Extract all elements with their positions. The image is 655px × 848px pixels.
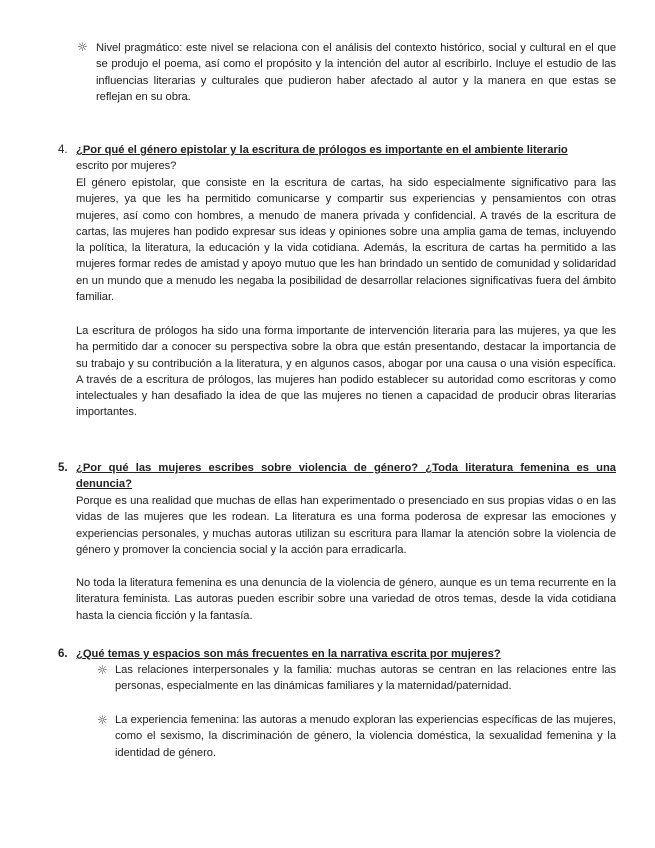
question-4-answer-epistolar: El género epistolar, que consiste en la escritura de cartas, ha sido especialmente significativo para las mujeres, ya que les ha permitido comunicarse y compartir sus experiencias y pensamientos con otras mujeres, así como con hombres, a menudo de manera privada y confidencial. A través de la escritura de cartas, las mujeres han podido expresar sus ideas y opiniones sobre una amplia gama de temas, incluyendo la política, la literatura, la educación y la vida cotidiana. Además, la escritura de cartas ha permitido a las mujeres formar redes de amistad y apoyo mutuo que les han brindado un sentido de comunidad y solidaridad en un mundo que a menudo les negaba la posibilidad de desarrollar relaciones significativas fuera del ámbito familiar. <box>76 177 616 304</box>
question-5-number: 5. <box>58 462 68 474</box>
sun-bullet-icon: ☼ <box>97 713 108 727</box>
sun-bullet-icon: ☼ <box>97 663 108 677</box>
question-5-answer-not-all: No toda la literatura femenina es una denuncia de la violencia de género, aunque es un tema recurrente en la literatura feminista. Las autoras pueden escribir sobre una variedad de otros temas, desde la vida cotidiana hasta la ciencia ficción y la fantasía. <box>76 577 616 622</box>
question-4-number: 4. <box>58 144 68 156</box>
question-4-title-cont: escrito por mujeres? <box>76 160 177 172</box>
question-6-number: 6. <box>58 648 68 660</box>
pragmatic-level-text: Nivel pragmático: este nivel se relaciona con el análisis del contexto histórico, social y cultural en el que se produjo el poema, así como el propósito y la intención del autor al escribirlo. Incluye el estudio de las influencias literarias y culturales que pudieron haber afectado al autor y la manera en que estas se reflejan en su obra. <box>96 42 616 103</box>
list-item-experiencia: La experiencia femenina: las autoras a menudo exploran las experiencias específicas de las mujeres, como el sexismo, la discriminación de género, la violencia doméstica, la sexualidad femenina y la identidad de género. <box>115 714 616 759</box>
sun-bullet-icon: ☼ <box>77 40 88 54</box>
question-4-title: ¿Por qué el género epistolar y la escritura de prólogos es importante en el ambiente literario <box>76 144 568 156</box>
question-5-answer-reason: Porque es una realidad que muchas de ellas han experimentado o presenciado en sus propias vidas o en las vidas de las mujeres que les rodean. La literatura es una forma poderosa de expresar las emociones y experiencias personales, y muchas autoras utilizan su escritura para llamar la atención sobre la violencia de género y promover la conciencia social y la acción para erradicarla. <box>76 495 616 556</box>
question-6-title: ¿Qué temas y espacios son más frecuentes en la narrativa escrita por mujeres? <box>76 648 501 660</box>
list-item-relaciones: Las relaciones interpersonales y la familia: muchas autoras se centran en las relaciones entre las personas, especialmente en las dinámicas familiares y la maternidad/paternidad. <box>115 664 616 693</box>
question-4-answer-prologos: La escritura de prólogos ha sido una forma importante de intervención literaria para las mujeres, ya que les ha permitido dar a conocer su perspectiva sobre la obra que están presentando, destacar la importancia de su trabajo y su contribución a la literatura, y en algunos casos, abogar por una causa o una visión específica. A través de a escritura de prólogos, las mujeres han podido establecer su autoridad como escritoras y como intelectuales y han desafiado la idea de que las mujeres no tienen a capacidad de producir obras literarias importantes. <box>76 325 616 419</box>
question-5-title: ¿Por qué las mujeres escribes sobre violencia de género? ¿Toda literatura femenina es una denuncia? <box>76 462 616 491</box>
